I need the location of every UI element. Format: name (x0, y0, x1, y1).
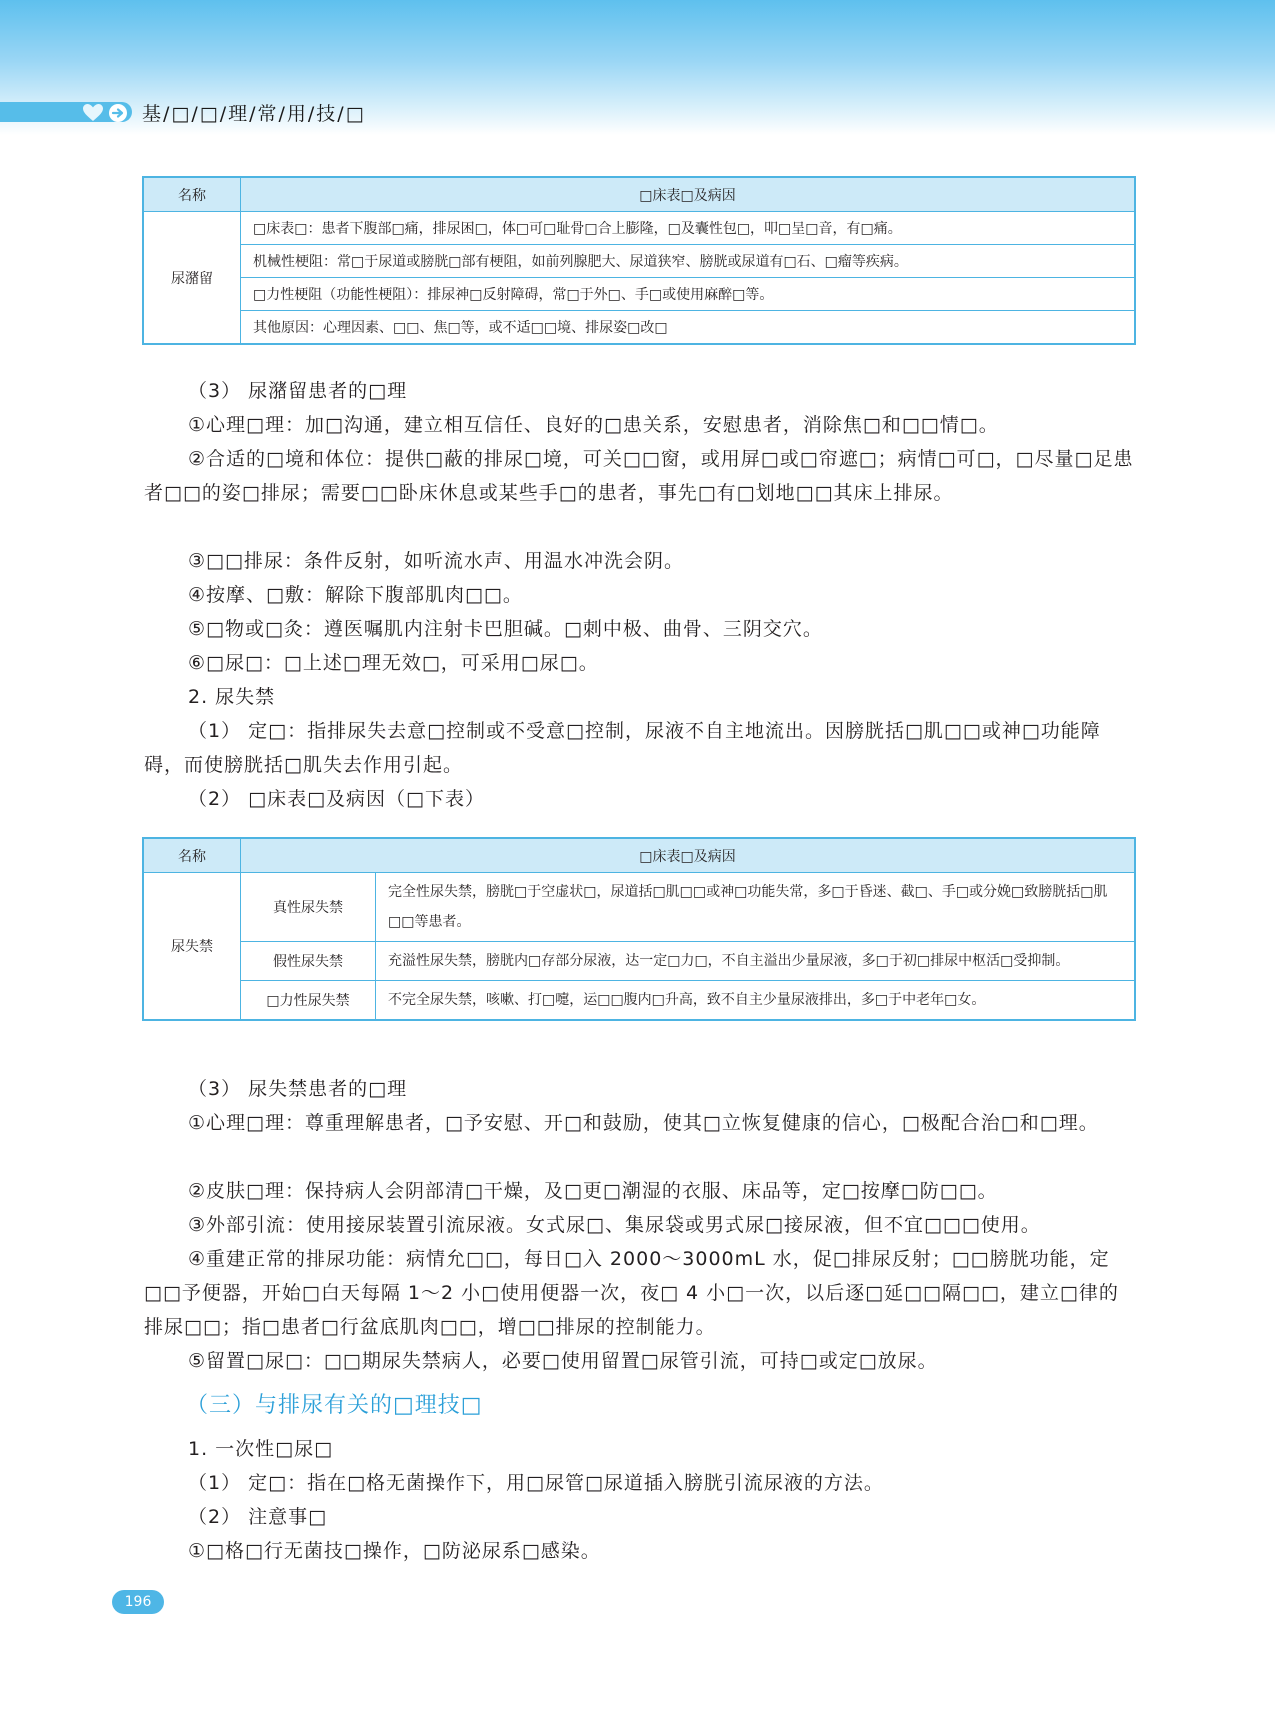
paragraph: ⑥□尿□：□上述□理无效□，可采用□尿□。 (188, 652, 599, 674)
table-cell: 充溢性尿失禁，膀胱内□存部分尿液，达一定□力□，不自主溢出少量尿液，多□于初□排尿中枢活□受抑制。 (376, 942, 1136, 981)
retention-care-heading: （3） 尿潴留患者的□理 (188, 380, 408, 402)
paragraph: （1） 定□：指排尿失去意□控制或不受意□控制，尿液不自主地流出。因膀胱括□肌□□或神□功能障碍，而使膀胱括□肌失去作用引起。 (144, 720, 1101, 776)
paragraph: ⑤留置□尿□：□□期尿失禁病人，必要□使用留置□尿管引流，可持□或定□放尿。 (188, 1350, 938, 1372)
paragraph: ③外部引流：使用接尿装置引流尿液。女式尿□、集尿袋或男式尿□接尿液，但不宜□□□使用。 (188, 1214, 1041, 1236)
heart-icon (82, 103, 104, 123)
book-title: 基/□/□/理/常/用/技/□ (142, 103, 366, 125)
table-cell: 不完全尿失禁，咳嗽、打□嚏，运□□腹内□升高，致不自主少量尿液排出，多□于中老年□女。 (376, 981, 1136, 1021)
paragraph: ①心理□理：尊重理解患者，□予安慰、开□和鼓励，使其□立恢复健康的信心，□极配合治□和□理。 (188, 1112, 1099, 1134)
incontinence-care-heading: （3） 尿失禁患者的□理 (188, 1078, 408, 1100)
paragraph: ②皮肤□理：保持病人会阴部清□干燥，及□更□潮湿的衣服、床品等，定□按摩□防□□。 (188, 1180, 998, 1202)
retention-table (142, 176, 1136, 345)
incontinence-heading: 2. 尿失禁 (188, 686, 276, 708)
paragraph: （2） 注意事□ (188, 1506, 328, 1528)
paragraph: （1） 定□：指在□格无菌操作下，用□尿管□尿道插入膀胱引流尿液的方法。 (188, 1472, 884, 1494)
subsection-heading: 1. 一次性□尿□ (188, 1438, 334, 1460)
table-header-description: □床表□及病因 (241, 177, 1136, 212)
page-number: 196 (112, 1590, 164, 1614)
paragraph: ④按摩、□敷：解除下腹部肌肉□□。 (188, 584, 523, 606)
table-header-name: 名称 (143, 177, 241, 212)
paragraph: ②合适的□境和体位：提供□蔽的排尿□境，可关□□窗，或用屏□或□帘遮□；病情□可□，□尽量□足患者□□的姿□排尿；需要□□卧床休息或某些手□的患者，事先□有□划地□□其床上排尿。 (144, 448, 1134, 504)
table-cell: 机械性梗阻：常□于尿道或膀胱□部有梗阻，如前列腺肥大、尿道狭窄、膀胱或尿道有□石、□瘤等疾病。 (241, 245, 1136, 278)
table-cell: 其他原因：心理因素、□□、焦□等，或不适□□境、排尿姿□改□ (241, 311, 1136, 345)
table-cell-type: □力性尿失禁 (241, 981, 376, 1021)
table-cell-type: 假性尿失禁 (241, 942, 376, 981)
table-row-label: 尿潴留 (143, 212, 241, 345)
incontinence-table (142, 837, 1136, 1021)
paragraph: ③□□排尿：条件反射，如听流水声、用温水冲洗会阴。 (188, 550, 684, 572)
table-cell: □床表□：患者下腹部□痛，排尿困□，体□可□耻骨□合上膨隆，□及囊性包□，叩□呈□音，有□痛。 (241, 212, 1136, 245)
paragraph: ①□格□行无菌技□操作，□防泌尿系□感染。 (188, 1540, 601, 1562)
table-cell-type: 真性尿失禁 (241, 873, 376, 942)
table-header-description: □床表□及病因 (241, 838, 1136, 873)
arrow-right-circle-icon (108, 103, 128, 123)
paragraph: ①心理□理：加□沟通，建立相互信任、良好的□患关系，安慰患者，消除焦□和□□情□。 (188, 414, 999, 436)
section-title: （三）与排尿有关的□理技□ (186, 1393, 483, 1418)
table-row-label: 尿失禁 (143, 873, 241, 1021)
paragraph: ④重建正常的排尿功能：病情允□□，每日□入 2000～3000mL 水，促□排尿反射；□□膀胱功能，定□□予便器，开始□白天每隔 1～2 小□使用便器一次，夜□ 4 小□一次，以后逐□延□□隔□□，建立□律的排尿□□；指□患者□行盆底肌肉□□，增□□排尿的控制能力。 (144, 1248, 1119, 1338)
table-cell: □力性梗阻（功能性梗阻）：排尿神□反射障碍，常□于外□、手□或使用麻醉□等。 (241, 278, 1136, 311)
table-header-name: 名称 (143, 838, 241, 873)
table-cell: 完全性尿失禁，膀胱□于空虚状□，尿道括□肌□□或神□功能失常，多□于昏迷、截□、手□或分娩□致膀胱括□肌□□等患者。 (376, 873, 1136, 942)
paragraph: （2） □床表□及病因（□下表） (188, 788, 485, 810)
paragraph: ⑤□物或□灸：遵医嘱肌内注射卡巴胆碱。□刺中极、曲骨、三阴交穴。 (188, 618, 823, 640)
